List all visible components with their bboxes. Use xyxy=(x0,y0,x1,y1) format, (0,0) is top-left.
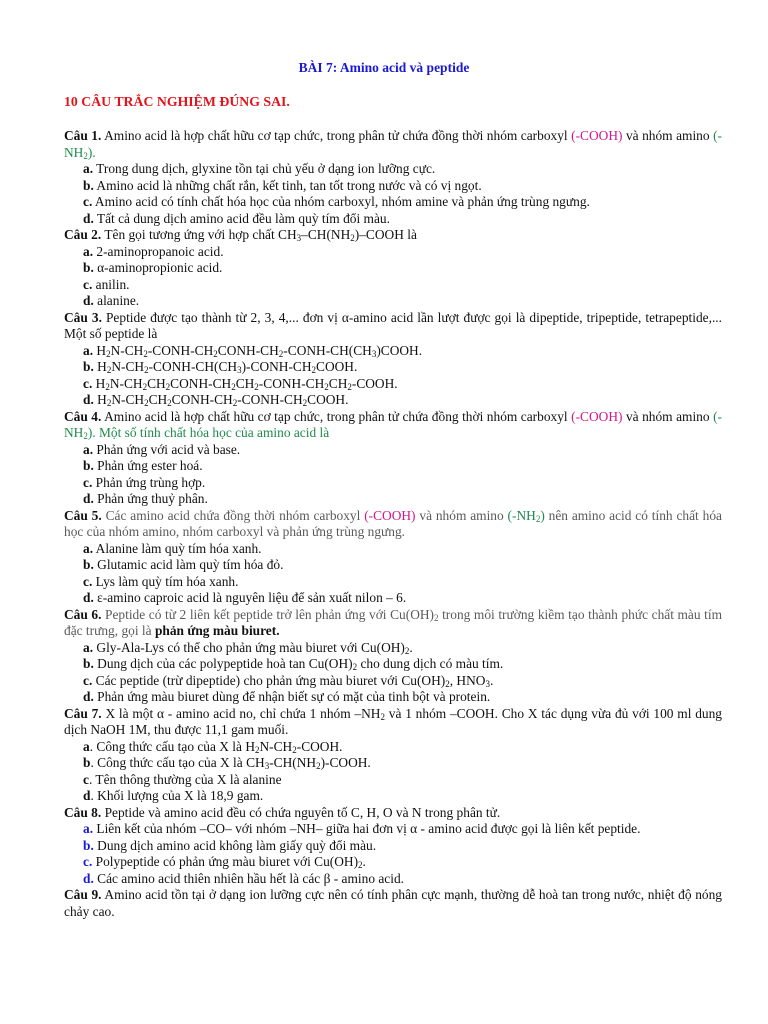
question-8: Câu 8. Peptide và amino acid đều có chứa nguyên tố C, H, O và N trong phân tử. xyxy=(64,804,501,820)
option-1c: c. Amino acid có tính chất hóa học của nhóm carboxyl, nhóm amine và phản ứng trùng ngưng. xyxy=(83,194,590,209)
question-5: Câu 5. Các amino acid chứa đồng thời nhóm carboxyl (-COOH) và nhóm amino $(-NH_2)$ nên amino acid có tính chất hóa học của nhóm amino, nhóm carboxyl và phản ứng trùng ngưng. xyxy=(64,507,722,539)
question-number: Câu 6. xyxy=(64,606,102,622)
option-4c: c. Phản ứng trùng hợp. xyxy=(83,474,206,490)
option-6b: b. Dung dịch của các polypeptide hoà $\tan Cu(OH)_2$ cho dung dịch có màu tím. xyxy=(83,656,504,672)
nh2-group: $(-NH_2)$ xyxy=(507,507,545,524)
question-7: Câu 7. X là một α - amino acid no, chỉ chứa 1 nhóm $-NH_2$ và 1 nhóm –COOH. Cho X tác dụng vừa đủ với 100 ml dung dịch NaOH 1M, thu được 11,1 gam muối. xyxy=(64,705,722,737)
option-3d: d. $H_2N-CH_2CH_2CONH-CH_2-CONH-CH_2COOH$. xyxy=(83,392,349,408)
question-number: Câu 5. xyxy=(64,507,102,523)
option-3b: b. $H_2N-CH_2-CONH-CH(CH_3)-CONH-CH_2COOH$. xyxy=(83,359,358,375)
option-5c: c. Lys làm quỳ tím hóa xanh. xyxy=(83,573,239,589)
question-number: Câu 9. xyxy=(64,887,102,902)
option-3a: a. $H_2N-CH_2-CONH-CH_2CONH-CH_2-CONH-CH(CH_3)COOH$. xyxy=(83,342,423,359)
cooh-group: (-COOH) xyxy=(364,507,416,523)
option-6d: d. Phản ứng màu biuret dùng để nhận biết sự có mặt của tinh bột và protein. xyxy=(83,689,491,704)
question-9: Câu 9. Amino acid tồn tại ở dạng ion lưỡng cực nên có tính phân cực mạnh, thường dễ hoà tan trong nước, nhiệt độ nóng chảy cao. xyxy=(64,887,722,919)
option-2b: b. α-aminopropionic acid. xyxy=(83,260,223,275)
option-4d: d. Phản ứng thuỷ phân. xyxy=(83,491,208,506)
option-3c: c. $H_2N-CH_2CH_2CONH-CH_2CH_2-CONH-CH_2CH_2$-COOH. xyxy=(83,375,398,392)
question-text: và nhóm amino xyxy=(622,128,714,143)
option-7b: b. Công thức cấu tạo của X là $CH_3-CH(NH_2)$-COOH. xyxy=(83,755,371,771)
nh2-group: $(-NH_2)$. Một số tính chất hóa học của amino acid là xyxy=(64,408,722,441)
option-8b: b. Dung dịch amino acid không làm giấy quỳ đổi màu. xyxy=(83,837,377,853)
question-number: Câu 3. xyxy=(64,309,102,325)
option-6c: c. Các peptide (trừ dipeptide) cho phản ứng màu biuret với $Cu(OH)_2$, $HNO_3$. xyxy=(83,672,494,689)
option-1a: a. Trong dung dịch, glyxine tồn tại chủ yếu ở dạng ion lưỡng cực. xyxy=(83,161,436,176)
option-5d: d. ε-amino caproic acid là nguyên liệu để sản xuất nilon – 6. xyxy=(83,590,407,605)
option-2d: d. alanine. xyxy=(83,293,140,308)
question-number: Câu 2. xyxy=(64,227,102,242)
question-list xyxy=(64,128,722,920)
option-8c: c. Polypeptide có phản ứng màu biuret với $Cu(OH)_2$. xyxy=(83,854,366,870)
option-7a: a. Công thức cấu tạo của X là $H_2N-CH_2$-COOH. xyxy=(83,738,343,755)
option-6a: a. Gly-Ala-Lys có thể cho phản ứng màu biuret với $Cu(OH)_2$. xyxy=(83,639,413,656)
question-number: Câu 7. xyxy=(64,705,102,721)
option-2c: c. anilin. xyxy=(83,276,130,292)
question-2: Câu 2. Tên gọi tương ứng với hợp chất $CH_3-CH(NH_2)$–COOH là xyxy=(64,227,417,243)
question-1 xyxy=(64,128,722,161)
question-4: Câu 4. Amino acid là hợp chất hữu cơ tạp chức, trong phân tử chứa đồng thời nhóm carboxyl (-COOH) và nhóm amino $(-NH_2)$. Một số tính chất hóa học của amino acid là xyxy=(64,408,722,441)
option-8a: a. Liên kết của nhóm –CO– với nhóm –NH– giữa hai đơn vị α - amino acid được gọi là liên kết peptide. xyxy=(83,821,641,836)
question-3: Câu 3. Peptide được tạo thành từ 2, 3, 4,... đơn vị α-amino acid lần lượt được gọi là dipeptide, tripeptide, tetrapeptide,... Một số peptide là xyxy=(64,309,722,341)
biuret-term: phản ứng màu biuret. xyxy=(154,623,280,638)
option-8d: d. Các amino acid thiên nhiên hầu hết là các β - amino acid. xyxy=(83,870,405,886)
section-heading: 10 CÂU TRẮC NGHIỆM ĐÚNG SAI. xyxy=(64,94,290,109)
cooh-group: (-COOH) xyxy=(571,128,623,143)
question-6: Câu 6. Peptide có từ 2 liên kết peptide trở lên phản ứng với $Cu(OH)_2$ trong môi trường kiềm tạo thành phức chất màu tím đặc trưng, gọi là phản ứng màu biuret. xyxy=(64,606,722,638)
option-2a: a. 2-aminopropanoic acid. xyxy=(83,243,224,259)
cooh-group: (-COOH) xyxy=(571,408,623,424)
option-4a: a. Phản ứng với acid và base. xyxy=(83,441,241,457)
page-title: BÀI 7: Amino acid và peptide xyxy=(298,60,470,75)
option-1b: b. Amino acid là những chất rắn, kết tinh, tan tốt trong nước và có vị ngọt. xyxy=(83,177,482,193)
option-5b: b. Glutamic acid làm quỳ tím hóa đỏ. xyxy=(83,557,284,572)
nh2-group: $(-NH_2)$. xyxy=(64,128,722,161)
question-number: Câu 8. xyxy=(64,804,102,820)
option-4b: b. Phản ứng ester hoá. xyxy=(83,458,203,473)
option-1d: d. Tất cả dung dịch amino acid đều làm quỳ tím đổi màu. xyxy=(83,210,390,226)
option-5a: a. Alanine làm quỳ tím hóa xanh. xyxy=(83,540,262,556)
question-number: Câu 4. xyxy=(64,408,102,424)
question-number: Câu 1. xyxy=(64,128,102,143)
question-text: Amino acid là hợp chất hữu cơ tạp chức, trong phân tử chứa đồng thời nhóm carboxyl xyxy=(101,128,572,143)
option-7d: d. Khối lượng của X là 18,9 gam. xyxy=(83,788,264,803)
option-7c: c. Tên thông thường của X là alanine xyxy=(83,771,282,787)
